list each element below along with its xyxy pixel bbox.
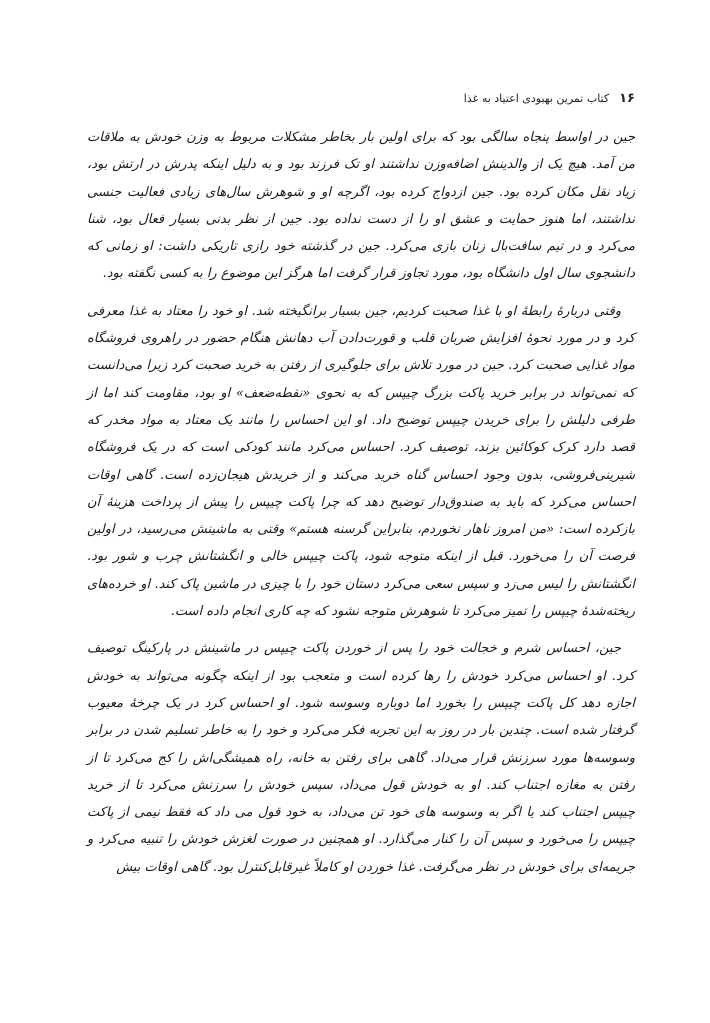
paragraph-3: جین، احساس شرم و خجالت خود را پس از خوردن پاکت چیپس در ماشینش در پارکینگ توصیف کرد. او احساس می‌کرد خودش را رها کرده است و متعجب بود از اینکه چگونه می‌تواند به خودش اجازه دهد کل پاکت چیپس را بخورد اما دوباره وسوسه شود. او احساس کرد در یک چرخهٔ معیوب گرفتار شده است. چندین بار در روز به این تجربه فکر می‌کرد و خود را به خاطر تسلیم شدن در برابر وسوسه‌ها مورد سرزنش قرار می‌داد. گاهی برای رفتن به خانه، راه همیشگی‌اش را کج می‌کرد تا از رفتن به مغازه اجتناب کند. او به خودش قول می‌داد، سپس خودش را سرزنش می‌کرد تا از خرید چیپس اجتناب کند یا اگر به وسوسه های خود تن می‌داد، به خود قول می داد که فقط نیمی از پاکت چیپس را می‌خورد و سپس آن را کنار می‌گذارد. او همچنین در صورت لغزش خودش را تنبیه می‌کرد و جریمه‌ای برای خودش در نظر می‌گرفت. غذا خوردن او کاملاً غیرقابل‌کنترل بود. گاهی اوقات بیش [87,641,635,875]
book-title: کتاب تمرین بهبودی اعتیاد به غذا [463,91,610,105]
paragraph-1: جین در اواسط پنجاه سالگی بود که برای اولین بار بخاطر مشکلات مربوط به وزن خودش به ملاقات من آمد. هیچ یک از والدینش اضافه‌وزن نداشتند او تک فرزند بود و به دلیل اینکه پدرش در ارتش بود، زیاد نقل مکان کرده بود. جین ازدواج کرده بود، اگرچه او و شوهرش سال‌های زیادی فعالیت جنسی نداشتند، اما هنوز حمایت و عشق او را از دست نداده بود. جین از نظر بدنی بسیار فعال بود، شنا می‌کرد و در تیم سافت‌بال زنان بازی می‌کرد. جین در گذشته خود رازی تاریکی داشت: او زمانی که دانشجوی سال اول دانشگاه بود، مورد تجاوز قرار گرفت اما هرگز این موضوع را به کسی نگفته بود. [87,130,635,282]
paragraph-2: وقتی دربارهٔ رابطهٔ او با غذا صحبت کردیم، جین بسیار برانگیخته شد. او خود را معتاد به غذا معرفی کرد و در مورد نحوهٔ افزایش ضربان قلب و قورت‌دادن آب دهانش هنگام حضور در راهروی فروشگاه مواد غذایی صحبت کرد. جین در مورد تلاش برای جلوگیری از رفتن به خرید صحبت کرد زیرا می‌دانست که نمی‌تواند در برابر خرید پاکت بزرگ چیپس که به نحوی «نقطه‌ضعف» او بود، مقاومت کند اما از طرفی دلیلش را برای خریدن چیپس توضیح داد. او این احساس را مانند یک معتاد به مواد مخدر که قصد دارد کرک کوکائین بزند، توصیف کرد. احساس می‌کرد مانند کودکی است که در یک فروشگاه شیرینی‌فروشی، بدون وجود احساس گناه خرید می‌کند و از خریدش هیجان‌زده است. گاهی اوقات احساس می‌کرد که باید به صندوق‌دار توضیح دهد که چرا پاکت چیپس را پیش از پرداخت هزینهٔ آن بازکرده است: «من امروز ناهار نخوردم، بنابراین گرسنه هستم» وقتی به ماشینش می‌رسید، در اولین فرصت آن را می‌خورد. قبل از اینکه متوجه شود، پاکت چیپس خالی و انگشتانش چرب و شور بود. انگشتانش را لیس می‌زد و سپس سعی می‌کرد دستان خود را با چیزی در ماشین پاک کند. او خرده‌های ریخته‌شدهٔ چیپس را تمیز می‌کرد تا شوهرش متوجه نشود که چه کاری انجام داده است. [87,303,635,620]
document-page [87,86,635,986]
body-text [87,124,635,891]
running-header [464,86,635,110]
page-number: ۱۶ [619,90,635,106]
